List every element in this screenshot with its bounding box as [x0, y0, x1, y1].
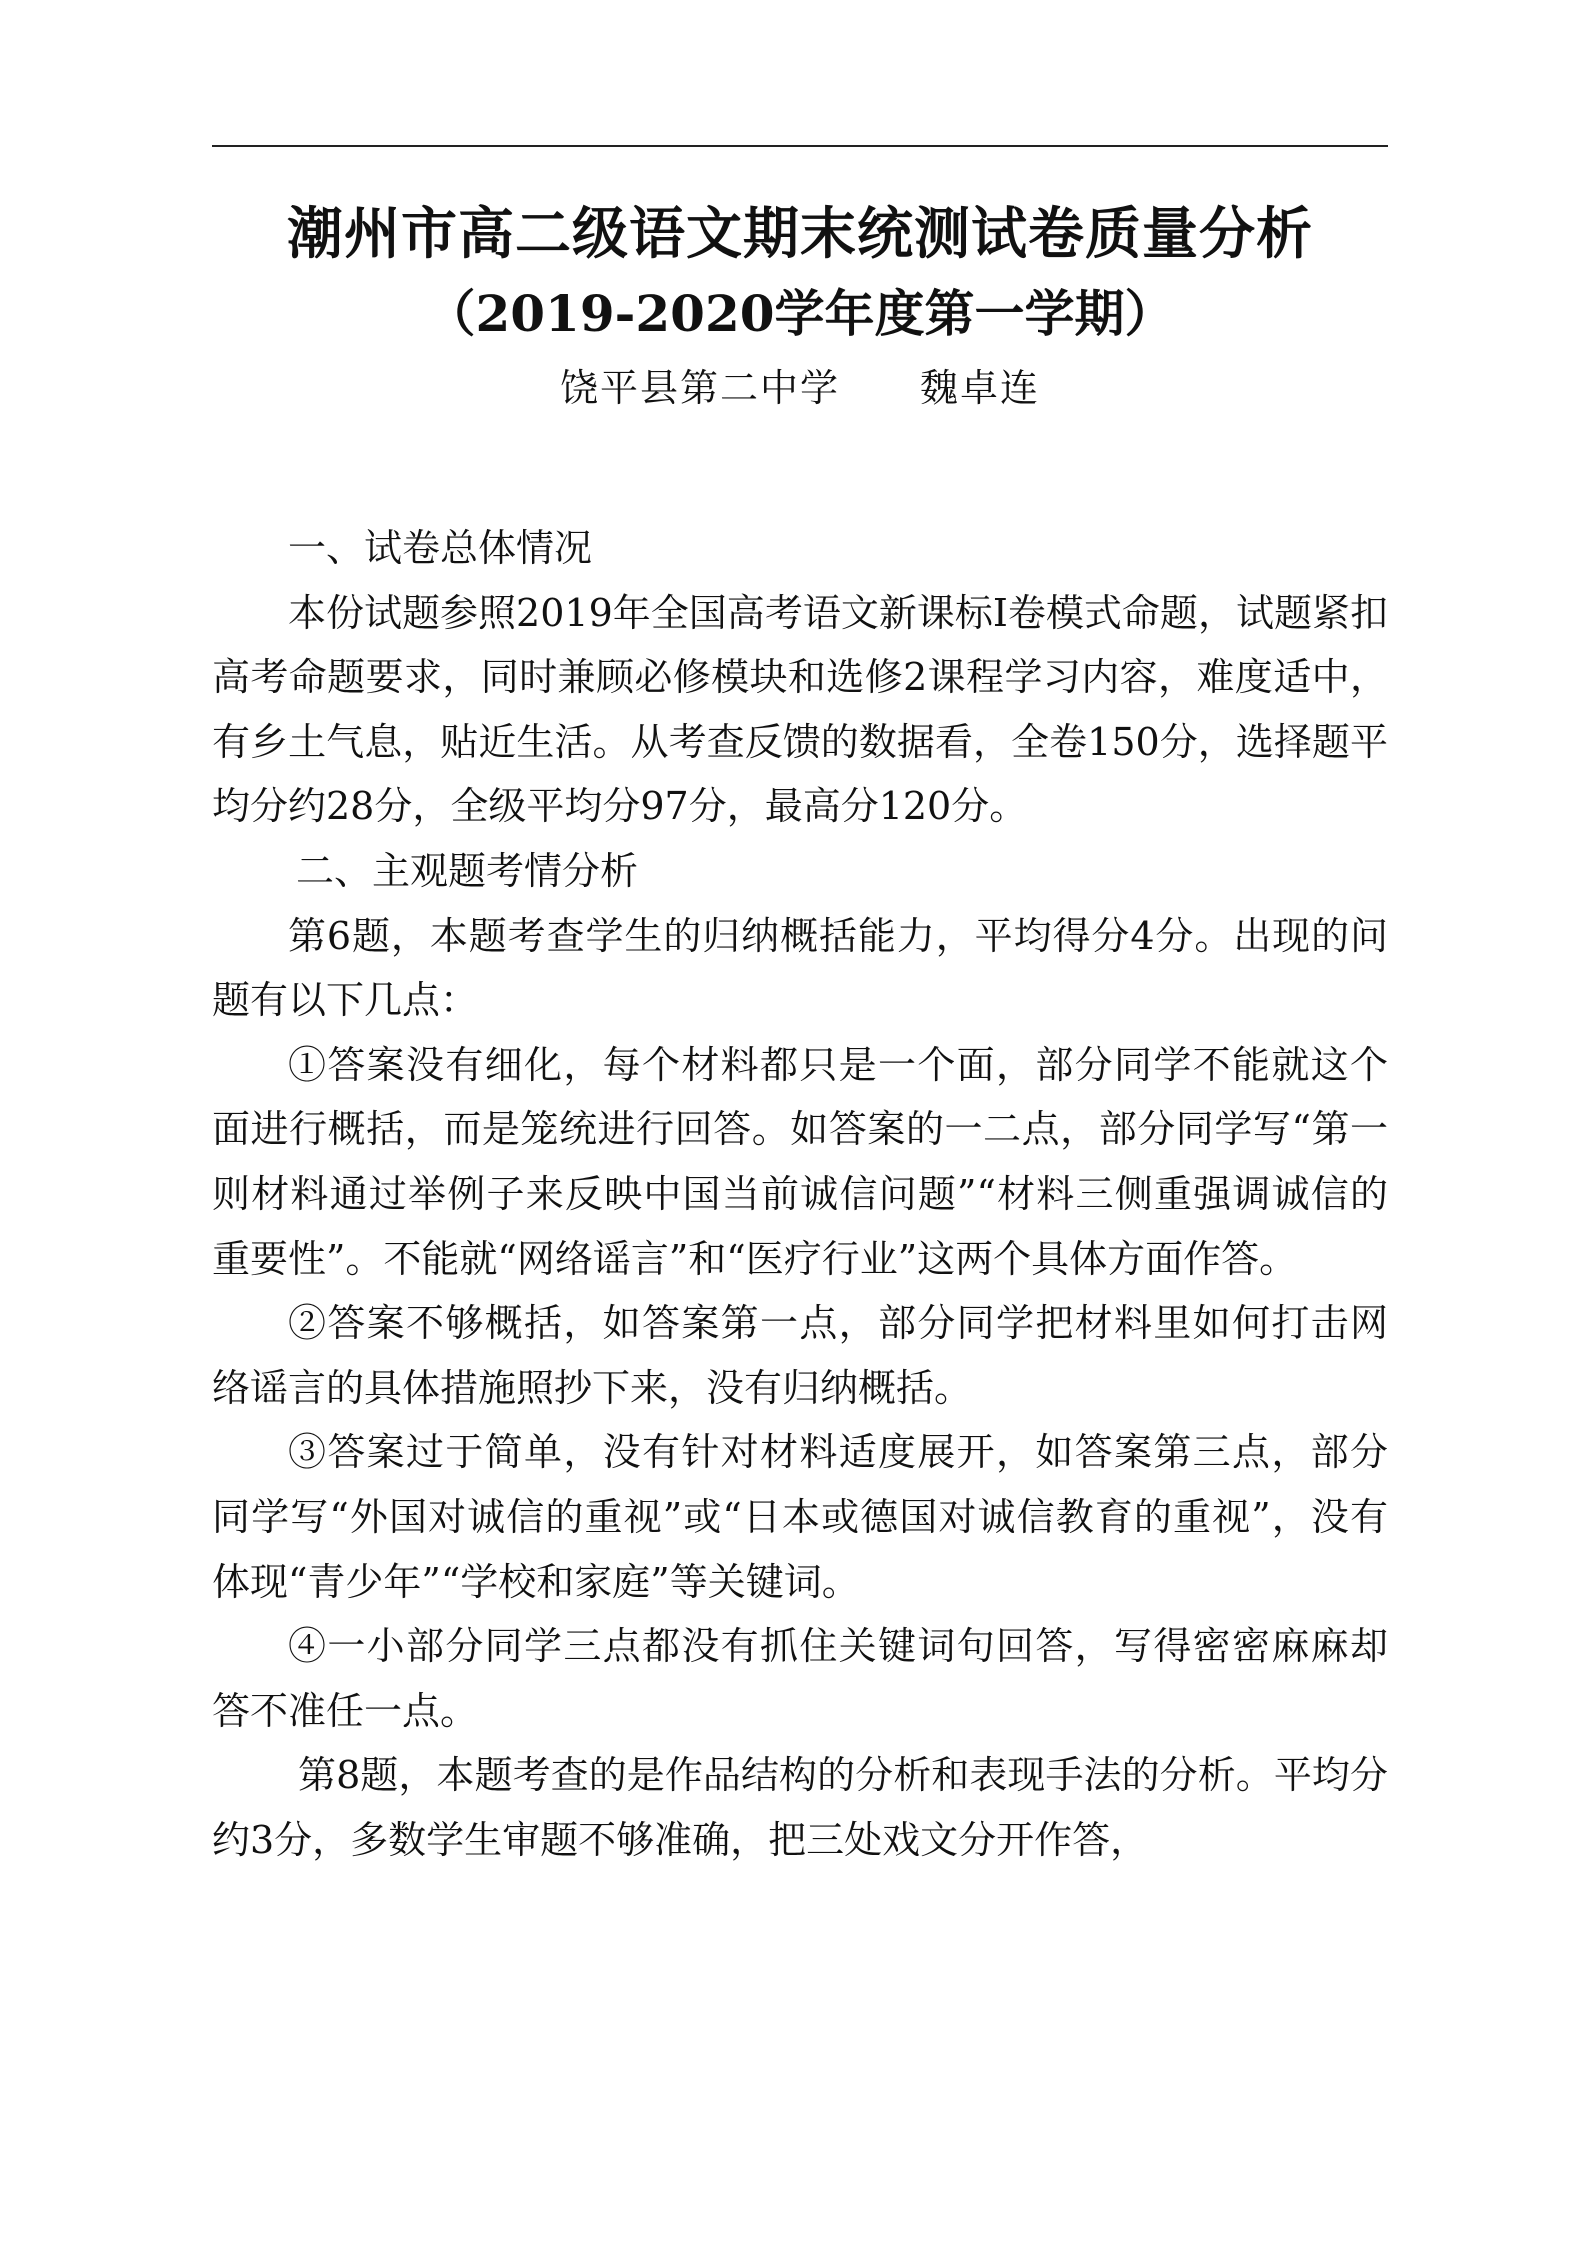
- paragraph-overview: 本份试题参照2019年全国高考语文新课标Ⅰ卷模式命题，试题紧扣高考命题要求，同时兼顾必修模块和选修2课程学习内容，难度适中，有乡土气息，贴近生活。从考查反馈的数据看，全卷150分，选择题平均分约28分，全级平均分97分，最高分120分。: [212, 590, 1388, 829]
- page-title: 潮州市高二级语文期末统测试卷质量分析: [287, 201, 1313, 267]
- author-name: 魏卓连: [920, 366, 1041, 410]
- paragraph-point-3: ③答案过于简单，没有针对材料适度展开，如答案第三点，部分同学写“外国对诚信的重视”或“日本或德国对诚信教育的重视”，没有体现“青少年”“学校和家庭”等关键词。: [212, 1430, 1388, 1604]
- section-heading-2: 二、主观题考情分析: [296, 848, 639, 893]
- header-rule: [212, 145, 1388, 147]
- author-line: [212, 360, 1388, 416]
- page-subtitle: （2019-2020学年度第一学期）: [425, 284, 1175, 343]
- paragraph-point-1: ①答案没有细化，每个材料都只是一个面，部分同学不能就这个面进行概括，而是笼统进行回答。如答案的一二点，部分同学写“第一则材料通过举例子来反映中国当前诚信问题”“材料三侧重强调诚信的重要性”。不能就“网络谣言”和“医疗行业”这两个具体方面作答。: [212, 1042, 1388, 1281]
- paragraph-q6: 第6题，本题考查学生的归纳概括能力，平均得分4分。出现的问题有以下几点：: [212, 913, 1388, 1023]
- school-name: 饶平县第二中学: [559, 366, 840, 410]
- body-text: [212, 516, 1388, 1872]
- paragraph-q8: 第8题，本题考查的是作品结构的分析和表现手法的分析。平均分约3分，多数学生审题不够准确，把三处戏文分开作答，: [212, 1753, 1388, 1862]
- section-heading-1: 一、试卷总体情况: [288, 526, 593, 570]
- paragraph-point-4: ④一小部分同学三点都没有抓住关键词句回答，写得密密麻麻却答不准任一点。: [212, 1624, 1388, 1733]
- paragraph-point-2: ②答案不够概括，如答案第一点，部分同学把材料里如何打击网络谣言的具体措施照抄下来，没有归纳概括。: [212, 1301, 1388, 1410]
